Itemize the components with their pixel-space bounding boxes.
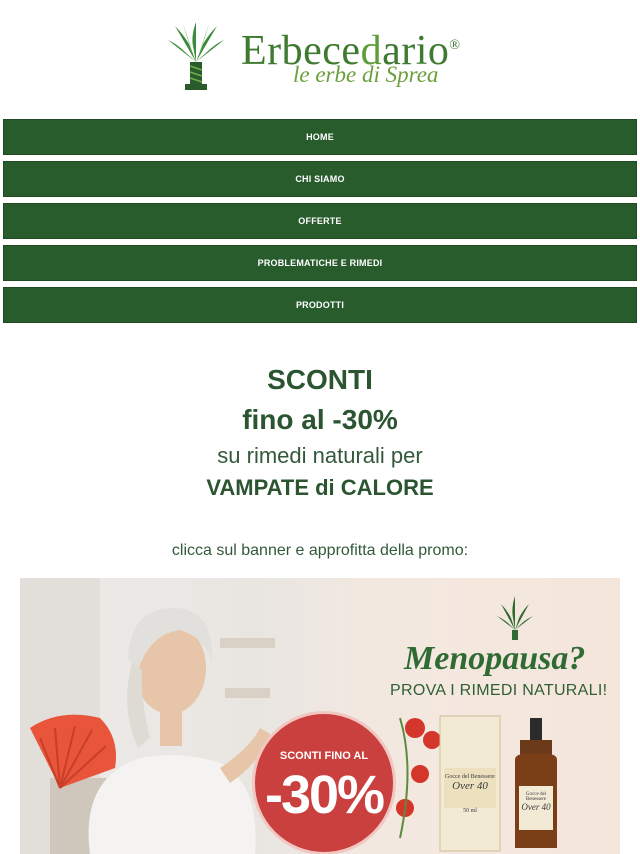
brand-name: Erbecedario® bbox=[241, 28, 461, 74]
nav-item-prodotti[interactable] bbox=[3, 287, 637, 323]
nav-label: PROBLEMATICHE E RIMEDI bbox=[257, 258, 383, 268]
box-label-line2: Over 40 bbox=[452, 780, 488, 792]
plant-logo-icon bbox=[165, 22, 227, 92]
promo-heading bbox=[0, 360, 640, 504]
banner-title: Menopausa? bbox=[404, 640, 586, 677]
bottle-label bbox=[519, 792, 553, 812]
promo-line-vampate: VAMPATE di CALORE bbox=[206, 475, 434, 500]
promo-line-sconti: SCONTI bbox=[267, 364, 373, 395]
promo-line-discount: fino al -30% bbox=[242, 404, 398, 435]
brand-tagline: le erbe di Sprea bbox=[293, 62, 439, 87]
nav-item-chi-siamo[interactable] bbox=[3, 161, 637, 197]
nav-label: OFFERTE bbox=[298, 216, 342, 226]
nav-label: PRODOTTI bbox=[295, 300, 345, 310]
nav-label: HOME bbox=[306, 132, 334, 142]
main-nav bbox=[3, 119, 637, 329]
badge-percent: -30% bbox=[264, 765, 384, 825]
bottle-label-line2: Over 40 bbox=[521, 802, 551, 812]
promo-cta-text: clicca sul banner e approfitta della promo: bbox=[171, 542, 469, 559]
brand-logo[interactable] bbox=[165, 20, 475, 95]
nav-item-offerte[interactable] bbox=[3, 203, 637, 239]
badge-small-text: SCONTI FINO AL bbox=[279, 750, 369, 762]
nav-item-home[interactable] bbox=[3, 119, 637, 155]
nav-label: CHI SIAMO bbox=[295, 174, 345, 184]
promo-banner[interactable] bbox=[20, 578, 620, 854]
box-label-line1: Gocce del Benessere bbox=[445, 774, 495, 780]
discount-badge bbox=[252, 711, 396, 854]
header bbox=[0, 0, 640, 115]
promo-line-rimedi: su rimedi naturali per bbox=[217, 443, 423, 468]
banner-subtitle: PROVA I RIMEDI NATURALI! bbox=[390, 682, 608, 699]
bottle-label-line1: Gocce del Benessere bbox=[525, 792, 547, 802]
nav-item-problematiche-e-rimedi[interactable] bbox=[3, 245, 637, 281]
box-label bbox=[445, 774, 495, 814]
box-volume: 50 ml bbox=[463, 808, 477, 814]
